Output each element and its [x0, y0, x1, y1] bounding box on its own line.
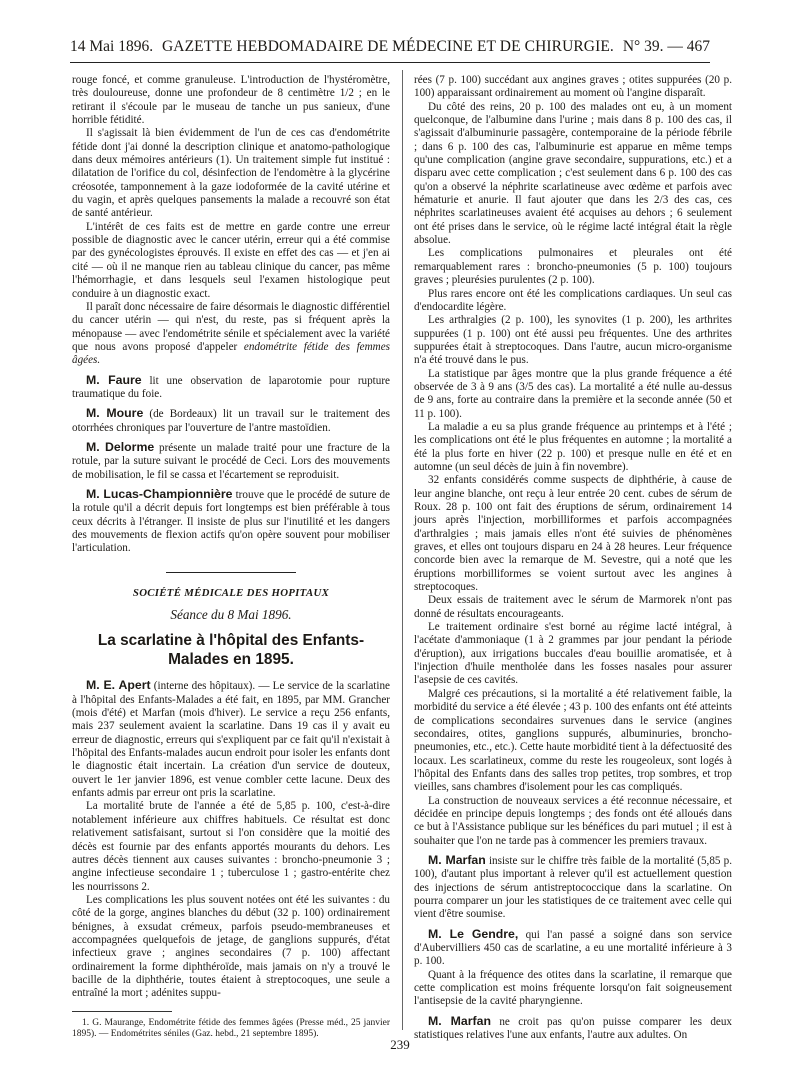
paragraph: Quant à la fréquence des otites dans la scarlatine, il remarque que cette complication est moins fréquente lorsqu'on fait soigneusement l'antisepsie de la cavité pharyngienne. [414, 968, 732, 1008]
paragraph: Les arthralgies (2 p. 100), les synovites (1 p. 200), les arthrites suppurées (1 p. 100) ont été aussi peu fréquentes. Une des arthrites suppurées était à streptocoques. Dans l'autre, aucun micro-organisme n'a été trouvé dans le pus. [414, 314, 732, 367]
paragraph: Le traitement ordinaire s'est borné au régime lacté intégral, à l'acétate d'ammoniaque (1 à 2 grammes par jour pendant la période d'éruption), aux irrigations buccales d'eau bouillie aromatisée, et à l'injection d'huile mentholée dans les fosses nasales pour assurer l'asepsie de ces cavités. [414, 621, 732, 687]
page-folio: 239 [390, 1037, 410, 1052]
running-header [70, 38, 710, 60]
paragraph: rouge foncé, et comme granuleuse. L'introduction de l'hystéromètre, très douloureuse, donne une profondeur de 8 centimètre 1/2 ; en le retirant il s'écoule par le museau de tanche un pus sanieux, d'une horrible fétidité. [72, 74, 390, 127]
paragraph [72, 301, 390, 368]
paragraph: Du côté des reins, 20 p. 100 des malades ont eu, à un moment quelconque, de l'albumine dans l'urine ; mais dans 8 p. 100 des cas, il s'agissait d'albuminurie passagère, contemporaine de la période fébrile ; dans 6 p. 100 des cas, l'albuminurie est apparue en même temps qu'une complication (angine grave secondaire, suppurations, etc.) et a disparu avec cette complication ; c'est seulement dans 6 p. 100 des cas qu'on a observé la néphrite scarlatineuse avec œdème et parfois avec hématurie et anurie. Il faut ajouter que dans les 2/3 des cas, ces néphrites scarlatineuses avaient été acquises au dehors ; 6 seulement ont été prises dans le service, où le régime lacté intégral était la règle absolue. [414, 100, 732, 247]
speaker-text: trouve que le procédé de suture de la rotule qu'il a décrit depuis fort longtemps est bien préférable à tous ceux décrits à l'étranger. Il insiste de plus sur l'inutilité et les dangers des mouvements de flexion actifs qu'on opère souvent pour mobiliser l'articulation. [72, 488, 390, 555]
speaker-text: lit une observation de laparotomie pour rupture traumatique du foie. [72, 374, 390, 400]
paragraph: L'intérêt de ces faits est de mettre en garde contre une erreur possible de diagnostic avec le cancer utérin, erreur qui a été commise par des gynécologistes éprouvés. Il existe en effet des cas — et j'en ai cité — où il ne manque rien au tableau clinique du cancer, pas même l'hémorrhagie, et dans lesquels seul l'examen histologique peut conduire à un diagnostic exact. [72, 220, 390, 300]
paragraph: Deux essais de traitement avec le sérum de Marmorek n'ont pas donné de résultats encourageants. [414, 594, 732, 620]
society-heading: SOCIÉTÉ MÉDICALE DES HOPITAUX [132, 586, 330, 599]
speaker-name: M. Lucas-Championnière [86, 486, 233, 501]
journal-title: GAZETTE HEBDOMADAIRE DE MÉDECINE ET DE CHIRURGIE. [162, 38, 614, 55]
issue-page-number: N° 39. — 467 [622, 38, 710, 55]
speaker-paragraph [414, 928, 732, 969]
paragraph: La mortalité brute de l'année a été de 5,85 p. 100, c'est-à-dire notablement inférieure aux chiffres habituels. Ce résultat est donc relativement satisfaisant, surtout si l'on considère que la moitié des décès est fournie par des enfants apportés mourants du dehors. Les autres décès tiennent aux causes suivantes : broncho-pneumonie 3 ; angine infectieuse secondaire 1 ; tuberculose 1 ; gastro-entérite chez les nourrissons 2. [72, 800, 390, 893]
speaker-name: M. Marfan [428, 1013, 491, 1028]
paragraph: La maladie a eu sa plus grande fréquence au printemps et à l'été ; les complications ont été le plus fréquentes en automne ; la mortalité a été la plus forte en hiver (22 p. 100) et presque nulle en été et en automne (un seul décès de juin à fin novembre). [414, 420, 732, 473]
paragraph: rées (7 p. 100) succédant aux angines graves ; otites suppurées (20 p. 100) apparaissant ordinairement au moment où l'angine disparaît. [414, 74, 732, 100]
speaker-name: M. Moure [86, 406, 144, 421]
speaker-paragraph [72, 488, 390, 556]
paragraph: Les complications pulmonaires et pleurales ont été remarquablement rares : broncho-pneumonies (5 p. 100) toujours graves ; pleurésies purulentes (2 p. 100). [414, 247, 732, 287]
speaker-name: M. E. Apert [86, 678, 151, 693]
header-rule [70, 62, 710, 63]
paragraph: 32 enfants considérés comme suspects de diphthérie, à cause de leur angine blanche, ont reçu à leur entrée 20 cent. cubes de sérum de Roux. 28 p. 100 ont fait des éruptions de sérum, ordinairement 14 jours après l'injection, morbilliformes et parfois accompagnées d'arthralgies ; mais jamais elles n'ont été suivies de phénomènes graves, et elles ont toujours disparu en 24 à 28 heures. Leur fréquence concorde bien avec la remarque de M. Sevestre, qui a noté que les éruptions morbilliformes se voient surtout avec les angines à streptocoques. [414, 474, 732, 594]
emphasis-term: endométrite fétide des femmes âgées. [72, 340, 390, 367]
paragraph: La statistique par âges montre que la plus grande fréquence a été observée de 3 à 9 ans (3/5 des cas). La mortalité a été nulle au-dessus de 9 ans, forte au contraire dans la première et la seconde année (50 et 11 p. 100). [414, 367, 732, 420]
speaker-text: qui l'an passé a soigné dans son service d'Aubervilliers 450 cas de scarlatine, a eu une mortalité inférieure à 3 p. 100. [414, 928, 732, 968]
section-divider [166, 572, 296, 573]
speaker-text: ne croit pas qu'on puisse comparer les deux statistiques relatives l'une aux enfants, l'autre aux adultes. On [414, 1015, 732, 1042]
paragraph: Malgré ces précautions, si la mortalité a été relativement faible, la morbidité du service a été élevée ; 43 p. 100 des enfants ont été atteints de complications secondaires survenues dans le service (angines secondaires, otites, ganglions suppurés, albuminuries, broncho-pneumonies, etc., etc.). Cette haute morbidité tient à la défectuosité des locaux. Les scarlatineux, comme du reste les rougeoleux, sont logés à l'hôpital des Enfants dans des salles trop petites, trop sombres, et trop vieilles, sans chambres d'isolement pour les cas compliqués. [414, 687, 732, 794]
speaker-text: insiste sur le chiffre très faible de la mortalité (5,85 p. 100), d'autant plus important à relever qu'il est actuellement question des injections de sérum antistreptococcique dans la scarlatine. On pourra comparer un jour les statistiques de ce traitement avec celle qui vient d'être soumise. [414, 854, 732, 921]
footnote: 1. G. Maurange, Endométrite fétide des femmes âgées (Presse méd., 25 janvier 1895). — Endométrites séniles (Gaz. hebd., 21 septembre 1895). [72, 1017, 390, 1040]
session-date: Séance du 8 Mai 1896. [170, 607, 292, 623]
speaker-name: M. Delorme [86, 439, 155, 454]
speaker-text: (interne des hôpitaux). — Le service de la scarlatine à l'hôpital des Enfants-Malades a été fait, en 1895, par MM. Grancher (mois d'été) et Marfan (mois d'hiver). Le service a reçu 256 enfants, mais 237 seulement avaient la scarlatine. Dans 19 cas il y avait eu erreur de diagnostic, erreurs qui s'expliquent par ce fait qu'il n'existait à l'hôpital des Enfants-malades aucun endroit pour isoler les enfants dont le diagnostic était incertain. La création d'un service de douteux, ouvert le 1er janvier 1896, est venue combler cette lacune. Deux des enfants admis par erreur ont pris la scarlatine. [72, 680, 390, 800]
speaker-name: M. Marfan [428, 852, 486, 867]
speaker-paragraph [72, 679, 390, 800]
article-title: La scarlatine à l'hôpital des Enfants-Malades en 1895. [97, 632, 365, 669]
footnote-rule [72, 1011, 172, 1012]
paragraph: Plus rares encore ont été les complications cardiaques. Un seul cas d'endocardite légère. [414, 287, 732, 313]
speaker-paragraph [72, 374, 390, 402]
header-date: 14 Mai 1896. [70, 38, 154, 55]
speaker-paragraph [414, 854, 732, 922]
paragraph: La construction de nouveaux services a été reconnue nécessaire, et décidée en principe depuis longtemps ; des fonds ont été alloués dans ce but à l'Assistance publique sur les bénéfices du pari mutuel ; il est à souhaiter que l'on ne tarde pas à commencer les premiers travaux. [414, 794, 732, 847]
paragraph: Il s'agissait là bien évidemment de l'un de ces cas d'endométrite fétide dont j'ai donné la description clinique et anatomo-pathologique dans deux mémoires antérieurs (1). Un traitement simple fut institué : dilatation de l'orifice du col, désinfection de l'endomètre à la glycérine créosotée, tamponnement à la gaze iodoformée de la cavité utérine et du vagin, et après quelques pansements la malade a recouvré son état de santé antérieur. [72, 127, 390, 220]
speaker-paragraph [72, 441, 390, 482]
paragraph: Les complications les plus souvent notées ont été les suivantes : du côté de la gorge, angines blanches du début (32 p. 100) ordinairement bénignes, à exsudat crémeux, parfois pseudo-membraneuses et accompagnées quelquefois de jetage, de ganglions suppurés, d'état infectieux grave ; angines secondaires (7 p. 100) affectant ordinairement la forme diphthéroïde, mais jamais on n'y a trouvé le bacille de la diphthérie, toutes étaient à streptocoques, une seule a entraîné la mort ; adénites suppu- [72, 893, 390, 1000]
speaker-name: M. Faure [86, 372, 142, 387]
right-column [414, 74, 732, 1042]
speaker-name: M. Le Gendre, [428, 926, 519, 941]
paragraph-text: Il paraît donc nécessaire de faire désormais le diagnostic différentiel du cancer utérin — qui n'est, du reste, pas si fréquent après la ménopause — avec l'endométrite sénile et spécialement avec la variété que nous avons proposé d'appeler [72, 300, 390, 353]
left-column [72, 74, 390, 1041]
speaker-text: présente un malade traité pour une fracture de la rotule, par la suture suivant le procédé de Ceci. Lors des mouvements de mobilisation, le fil se cassa et l'écartement se reproduisit. [72, 441, 390, 481]
speaker-text: (de Bordeaux) lit un travail sur le traitement des otorrhées chroniques par l'ouverture de l'antre mastoïdien. [72, 408, 391, 434]
speaker-paragraph [72, 407, 390, 435]
column-separator [402, 70, 403, 1030]
